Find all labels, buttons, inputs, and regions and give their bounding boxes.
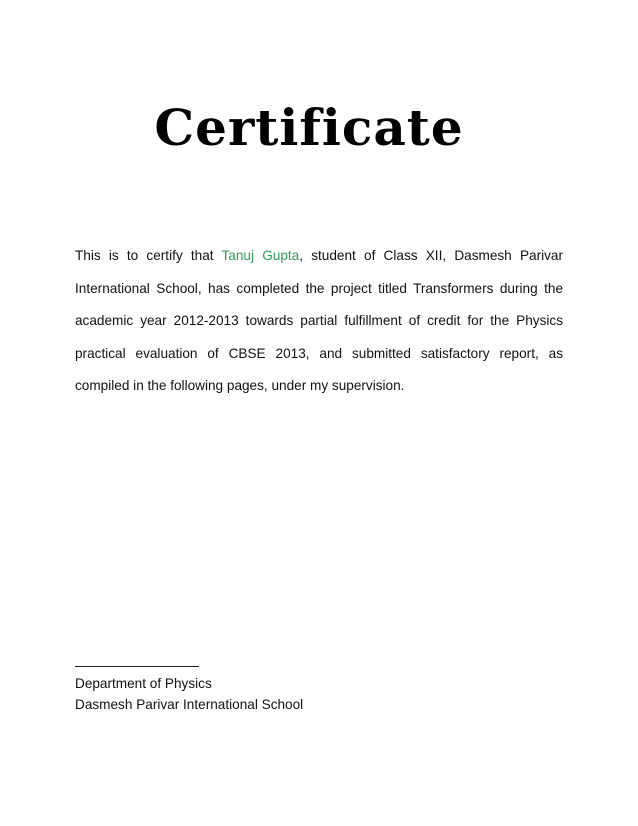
certification-text: , student of Class XII, Dasmesh Parivar International School, has completed the project titled Transformers during the academic year 2012-2013 towards partial fulfillment of credit for the Physics practical evaluation of CBSE 2013, and submitted satisfactory report, as compiled in the following pages, under my supervision. bbox=[75, 248, 564, 393]
intro-text: This is to certify that bbox=[75, 248, 222, 263]
certification-paragraph bbox=[75, 240, 563, 403]
school-label: Dasmesh Parivar International School bbox=[75, 697, 304, 712]
student-name: Tanuj Gupta bbox=[221, 248, 300, 263]
certificate-title: Certificate bbox=[154, 98, 464, 157]
signature-line bbox=[75, 666, 199, 667]
department-label: Department of Physics bbox=[75, 676, 212, 691]
